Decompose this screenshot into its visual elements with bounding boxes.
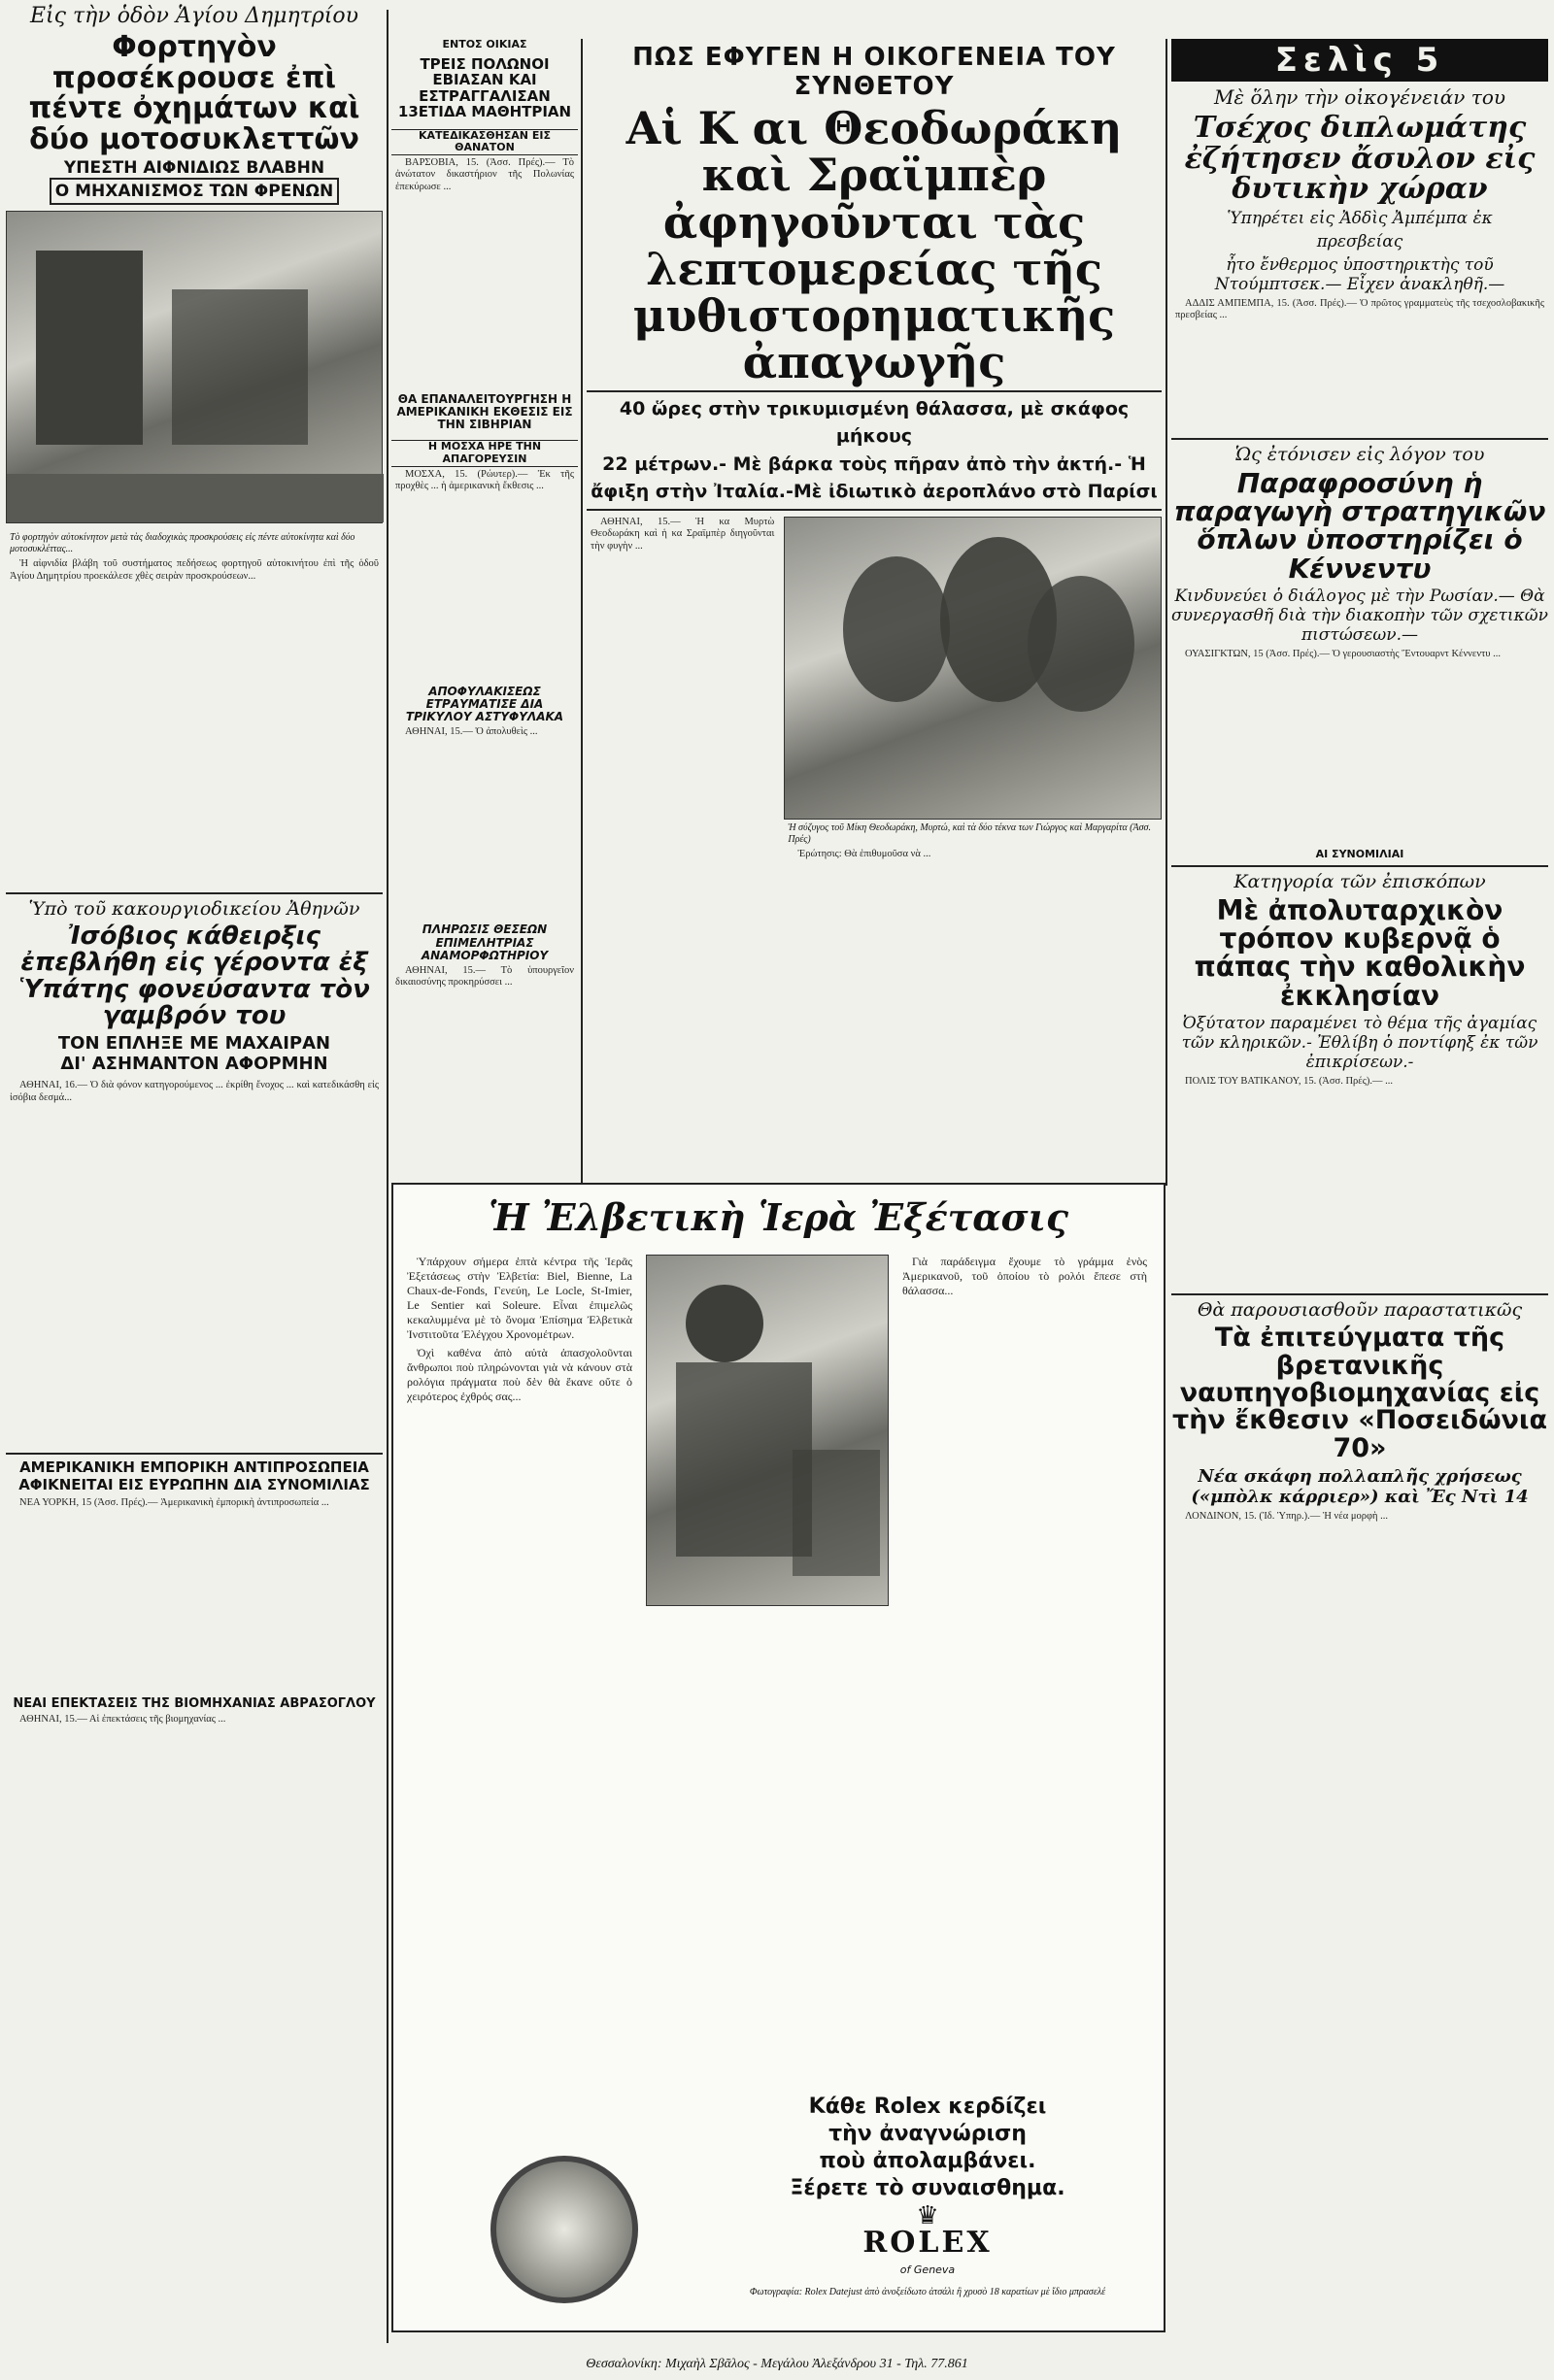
col4-body2-text: ΟΥΑΣΙΓΚΤΩΝ, 15 (Ἀσσ. Πρές).— Ὁ γερουσιαστὴς Ἔντουαρντ Κέννεντυ ...: [1185, 649, 1502, 660]
col2-headline: ΤΡΕΙΣ ΠΟΛΩΝΟΙ ΕΒΙΑΣΑΝ ΚΑΙ ΕΣΤΡΑΓΓΑΛΙΣΑΝ 13ΕΤΙΔΑ ΜΑΘΗΤΡΙΑΝ: [397, 54, 572, 121]
col4-body1-text: ΑΔΔΙΣ ΑΜΠΕΜΠΑ, 15. (Ἀσσ. Πρές).— Ὁ πρῶτος γραμματεὺς τῆς τσεχοσλοβακικῆς πρεσβείας ...: [1175, 297, 1544, 320]
col3-caption: Ἡ σύζυγος τοῦ Μίκη Θεοδωράκη, Μυρτώ, καὶ τὰ δύο τέκνα των Γιώργος καὶ Μαργαρίτα (Ἀσσ. Πρές): [788, 821, 1151, 845]
col3-photo-family: [784, 517, 1162, 820]
col4-small1: ΑΙ ΣΥΝΟΜΙΛΙΑΙ: [1315, 848, 1404, 861]
col4-body4: [1175, 1511, 1544, 2268]
col4-body1: [1175, 298, 1544, 434]
rolex-advertisement: [391, 1183, 1166, 2332]
column-center: [587, 0, 1162, 1175]
col1-sub2: Ο ΜΗΧΑΝΙΣΜΟΣ ΤΩΝ ΦΡΕΝΩΝ: [50, 178, 339, 205]
col4-kicker: Μὲ ὅλην τὴν οἰκογένειάν του: [1213, 85, 1506, 109]
col4-headline4: Τὰ ἐπιτεύγματα τῆς βρετανικῆς ναυπηγοβιομηχανίας εἰς τὴν ἔκθεσιν «Ποσειδώνια 70»: [1171, 1323, 1547, 1463]
ad-brand: ROLEX: [862, 2226, 993, 2260]
ad-photo-credit: Φωτογραφία: Rolex Datejust ἀπὸ ἀνοξείδωτο ἀτσάλι ἢ χρυσὸ 18 καρατίων μὲ ἴδιο μπρασελέ: [749, 2287, 1106, 2297]
col2-headline3: ΑΠΟΦΥΛΑΚΙΣΕΩΣ ΕΤΡΑΥΜΑΤΙΣΕ ΔΙΑ ΤΡΙΚΥΛΟΥ ΑΣΤΥΦΥΛΑΚΑ: [405, 684, 564, 724]
col1-headline3: ΑΜΕΡΙΚΑΝΙΚΗ ΕΜΠΟΡΙΚΗ ΑΝΤΙΠΡΟΣΩΠΕΙΑ ΑΦΙΚΝΕΙΤΑΙ ΕΙΣ ΕΥΡΩΠΗΝ ΔΙΑ ΣΥΝΟΜΙΛΙΑΣ: [18, 1458, 370, 1494]
col4-deck4: Νέα σκάφη πολλαπλῆς χρήσεως («μπὸλκ κάρριερ») καὶ Ἔς Ντὶ 14: [1191, 1465, 1529, 1507]
col2-body1-text: ΒΑΡΣΟΒΙΑ, 15. (Ἀσσ. Πρές).— Τὸ ἀνώτατον δικαστήριον τῆς Πολωνίας ἐπεκύρωσε ...: [395, 156, 574, 192]
col3-topline: ΠΩΣ ΕΦΥΓΕΝ Η ΟΙΚΟΓΕΝΕΙΑ ΤΟΥ ΣΥΝΘΕΤΟΥ: [632, 43, 1116, 101]
col2-body4-text: ΑΘΗΝΑΙ, 15.— Τὸ ὑπουργεῖον δικαιοσύνης προκηρύσσει ...: [395, 964, 574, 989]
col4-deck2: Κινδυνεύει ὁ διάλογος μὲ τὴν Ρωσίαν.— Θὰ συνεργασθῆ διὰ τὴν διακοπὴν τῶν σχετικῶν πιστώσεων.—: [1171, 587, 1548, 646]
col1-divider-2: [6, 1453, 383, 1455]
ad-brand-sub: of Geneva: [899, 2263, 956, 2276]
col1-headline4: ΝΕΑΙ ΕΠΕΚΤΑΣΕΙΣ ΤΗΣ ΒΙΟΜΗΧΑΝΙΑΣ ΑΒΡΑΣΟΓΛΟΥ: [13, 1696, 376, 1712]
col1-photo-truck: [6, 211, 383, 523]
col1-body4: [10, 1714, 379, 1966]
col1-body1: [10, 558, 379, 888]
column-right: [1171, 0, 1548, 2350]
col4-headline3: Μὲ ἀπολυταρχικὸν τρόπον κυβερνᾷ ὁ πάπας τὴν καθολικὴν ἐκκλησίαν: [1194, 893, 1526, 1012]
page-badge: Σελὶς 5: [1171, 39, 1548, 82]
col2-sub: ΚΑΤΕΔΙΚΑΣΘΗΣΑΝ ΕΙΣ ΘΑΝΑΤΟΝ: [391, 129, 578, 155]
ad-body-mid-text: Ὀχὶ καθένα ἀπὸ αὐτὰ ἀπασχολοῦνται ἄνθρωποι ποὺ πληρώνονται γιὰ νὰ κάνουν στὰ ρολόγια πράγματα ποὺ δὲν θὰ ἔκανε οὔτε ὁ χειρότερος ἐχθρός σας...: [407, 1345, 632, 1403]
column-rule-1: [387, 10, 388, 2343]
col2-body3: [395, 726, 574, 921]
ad-headline: Ἡ Ἐλβετικὴ Ἱερὰ Ἐξέτασις: [488, 1195, 1069, 1239]
col1-kicker2: Ὑπὸ τοῦ κακουργιοδικείου Ἀθηνῶν: [28, 898, 360, 920]
col1-body2: [10, 1080, 379, 1449]
col1-body3-text: ΝΕΑ ΥΟΡΚΗ, 15 (Ἀσσ. Πρές).— Ἀμερικανικὴ ἐμπορικὴ ἀντιπροσωπεία ...: [19, 1497, 329, 1509]
ad-tagline-3: ποὺ ἀπολαμβάνει.: [819, 2149, 1036, 2173]
column-narrow: [391, 0, 578, 1165]
col2-sub2: Η ΜΟΣΧΑ ΗΡΕ ΤΗΝ ΑΠΑΓΟΡΕΥΣΙΝ: [391, 440, 578, 466]
col4-headline: Τσέχος διπλωμάτης ἐζήτησεν ἄσυλον εἰς δυτικὴν χώραν: [1184, 111, 1536, 206]
ad-body-left: [407, 1255, 632, 2051]
ad-tagline-1: Κάθε Rolex κερδίζει: [808, 2095, 1047, 2119]
col2-body2-text: ΜΟΣΧΑ, 15. (Ρώυτερ).— Ἐκ τῆς προχθὲς ... ἡ ἀμερικανικὴ ἔκθεσις ...: [395, 468, 574, 492]
col2-body3-text: ΑΘΗΝΑΙ, 15.— Ὁ ἀπολυθεὶς ...: [405, 726, 538, 738]
col4-sub2: πρεσβείας: [1316, 231, 1403, 251]
col3-body-b: [788, 849, 1158, 1179]
ad-body-right: [902, 1255, 1147, 1993]
col3-deck3: ἄφιξη στὴν Ἰταλία.-Μὲ ἰδιωτικὸ ἀεροπλάνο στὸ Παρίσι: [591, 481, 1158, 503]
col4-sub1: Ὑπηρέτει εἰς Ἀδδὶς Ἀμπέμπα ἐκ: [1227, 208, 1493, 228]
col2-kicker: ΕΝΤΟΣ ΟΙΚΙΑΣ: [442, 38, 527, 50]
col3-deck1: 40 ὥρες στὴν τρικυμισμένη θάλασσα, μὲ σκάφος μήκους: [619, 397, 1130, 448]
col4-kicker2: Ὡς ἐτόνισεν εἰς λόγον του: [1171, 438, 1548, 465]
crown-icon: ♛: [916, 2201, 939, 2230]
col2-body4: [395, 965, 574, 1121]
col1-sub3: ΤΟΝ ΕΠΛΗΞΕ ΜΕ ΜΑΧΑΙΡΑΝ: [57, 1033, 331, 1055]
column-left: [6, 0, 383, 2350]
col1-body3: [10, 1497, 379, 1692]
col4-headline2: Παραφροσύνη ἡ παραγωγὴ στρατηγικῶν ὅπλων ὑποστηρίζει ὁ Κέννεντυ: [1173, 466, 1546, 585]
col1-body1-text: Ἡ αἰφνιδία βλάβη τοῦ συστήματος πεδήσεως φορτηγοῦ αὐτοκινήτου ἐπὶ τῆς ὁδοῦ Ἁγίου Δημητρίου προεκάλεσε χθὲς σειρὰν προσκρούσεων...: [10, 558, 379, 582]
ad-body-left-text: Ὑπάρχουν σήμερα ἑπτὰ κέντρα τῆς Ἱερᾶς Ἐξετάσεως στὴν Ἐλβετία: Biel, Bienne, La Chaux-de-Fonds, Γενεύη, Le Locle, St-Imier, Le Sentier καὶ Soleure. Εἶναι ἐπιμελῶς κεκαλυμμένα μὲ τὸ ὄνομα Ἐπίσημα Ἐλβετικὰ Ἰνστιτοῦτα Ἐλέγχου Χρονομέτρων.: [407, 1254, 632, 1341]
col4-body4-text: ΛΟΝΔΙΝΟΝ, 15. (Ἰδ. Ὑπηρ.).— Ἡ νέα μορφὴ ...: [1185, 1510, 1389, 1522]
col4-kicker3: Κατηγορία τῶν ἐπισκόπων: [1171, 865, 1548, 892]
col4-body2: [1175, 649, 1544, 843]
col1-headline2: Ἰσόβιος κάθειρξις ἐπεβλήθη εἰς γέροντα ἐξ Ὑπάτης φονεύσαντα τὸν γαμβρόν του: [18, 922, 370, 1030]
col1-body4-text: ΑΘΗΝΑΙ, 15.— Αἱ ἐπεκτάσεις τῆς βιομηχανίας ...: [19, 1714, 226, 1726]
col4-body3: [1175, 1076, 1544, 1290]
col3-headline: Αἱ Κ αι Θεοδωράκη καὶ Σραϊμπὲρ ἀφηγοῦνται τὰς λεπτομερείας τῆς μυθιστορηματικῆς ἀπαγωγῆς: [625, 102, 1123, 389]
col2-headline4: ΠΛΗΡΩΣΙΣ ΘΕΣΕΩΝ ΕΠΙΜΕΛΗΤΡΙΑΣ ΑΝΑΜΟΡΦΩΤΗΡΙΟΥ: [421, 922, 549, 962]
col4-sub3: ἦτο ἔνθερμος ὑποστηρικτὴς τοῦ Ντούμπτσεκ.— Εἶχεν ἀνακληθῆ.—: [1214, 254, 1505, 294]
col1-divider-1: [6, 892, 383, 894]
col4-body3-text: ΠΟΛΙΣ ΤΟΥ ΒΑΤΙΚΑΝΟΥ, 15. (Ἀσσ. Πρές).— ...: [1185, 1076, 1393, 1088]
col3-body-b-text: Ἐρώτησις: Θὰ ἐπιθυμοῦσα νὰ ...: [797, 848, 931, 859]
ad-photo-watchmaker: [646, 1255, 889, 1606]
page-footer: [0, 2357, 1554, 2372]
col4-kicker4: Θὰ παρουσιασθοῦν παραστατικῶς: [1171, 1293, 1548, 1321]
col1-sub4: ΔΙ' ΑΣΗΜΑΝΤΟΝ ΑΦΟΡΜΗΝ: [60, 1054, 328, 1075]
col3-body-a-text: ΑΘΗΝΑΙ, 15.— Ἡ κα Μυρτὼ Θεοδωράκη καὶ ἡ κα Σραϊμπὲρ διηγοῦνται τὴν φυγὴν ...: [591, 516, 775, 552]
column-rule-2: [581, 39, 583, 1186]
ad-watch-image: [490, 2156, 638, 2303]
col3-deck2: 22 μέτρων.- Μὲ βάρκα τοὺς πῆραν ἀπὸ τὴν ἀκτή.- Ἡ: [602, 453, 1146, 475]
ad-body-right-text: Γιὰ παράδειγμα ἔχουμε τὸ γράμμα ἑνὸς Ἀμερικανοῦ, τοῦ ὁποίου τὸ ρολόι ἔπεσε στὴ θάλασσα...: [902, 1254, 1147, 1297]
footer-text: Θεσσαλονίκη: Μιχαὴλ Σβᾶλος - Μεγάλου Ἀλεξάνδρου 31 - Τηλ. 77.861: [586, 2357, 968, 2371]
col2-headline2: ΘΑ ΕΠΑΝΑΛΕΙΤΟΥΡΓΗΣΗ Η ΑΜΕΡΙΚΑΝΙΚΗ ΕΚΘΕΣΙΣ ΕΙΣ ΤΗΝ ΣΙΒΗΡΙΑΝ: [396, 391, 573, 432]
col1-caption: Τὸ φορτηγὸν αὐτοκίνητον μετὰ τὰς διαδοχικὰς προσκρούσεις εἰς πέντε αὐτοκίνητα καὶ δύο μοτοσυκλέττας...: [10, 532, 355, 554]
col3-body-a: [591, 517, 774, 1225]
column-rule-3: [1166, 39, 1167, 1186]
col2-body2: [395, 469, 574, 683]
col1-body2-text: ΑΘΗΝΑΙ, 16.— Ὁ διὰ φόνον κατηγορούμενος ... ἐκρίθη ἔνοχος ... καὶ κατεδικάσθη εἰς ἰσόβια δεσμά...: [10, 1080, 379, 1103]
col2-body1: [395, 157, 574, 390]
col1-kicker: Εἰς τὴν ὁδὸν Ἁγίου Δημητρίου: [30, 4, 358, 28]
col1-headline: Φορτηγὸν προσέκρουσε ἐπὶ πέντε ὀχημάτων καὶ δύο μοτοσυκλεττῶν: [28, 30, 360, 156]
ad-tagline-2: τὴν ἀναγνώριση: [828, 2122, 1027, 2146]
col4-deck3: Ὀξύτατον παραμένει τὸ θέμα τῆς ἀγαμίας τῶν κληρικῶν.- Ἐθλίβη ὁ ποντίφηξ ἐκ τῶν ἐπικρίσεων.-: [1181, 1014, 1538, 1073]
ad-tagline-4: Ξέρετε τὸ συναισθημα.: [790, 2176, 1065, 2200]
col1-sub1: ΥΠΕΣΤΗ ΑΙΦΝΙΔΙΩΣ ΒΛΑΒΗΝ: [63, 158, 325, 178]
